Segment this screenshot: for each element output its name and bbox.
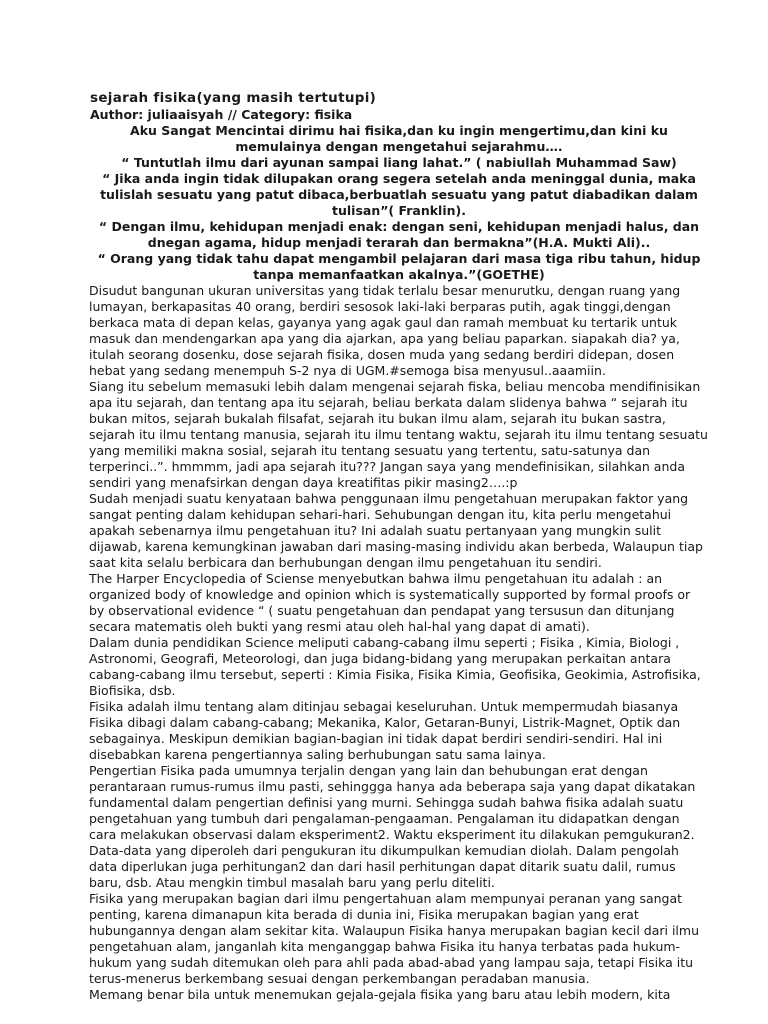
paragraph-knowledge: Sudah menjadi suatu kenyataan bahwa penggunaan ilmu pengetahuan merupakan faktor yang sangat penting dalam kehidupan sehari-hari. Sehubungan dengan itu, kita perlu mengetahui apakah sebenarnya ilmu pengetahuan itu? Ini adalah suatu pertanyaan yang mungkin sulit dijawab, karena kemungkinan jawaban dari masing-masing individu akan berbeda, Walaupun tiap saat kita selalu berbicara dan berhubungan dengan ilmu pengetahuan itu sendiri. xyxy=(89,491,703,570)
paragraph-physics-definition: Fisika adalah ilmu tentang alam ditinjau sebagai keseluruhan. Untuk mempermudah biasanya Fisika dibagi dalam cabang-cabang; Mekanika, Kalor, Getaran-Bunyi, Listrik-Magnet, Optik dan sebagainya. Meskipun demikian bagian-bagian ini tidak dapat berdiri sendiri-sendiri. Hal ini disebabkan karena pengertiannya saling berhubungan satu sama lainya. xyxy=(89,699,681,762)
article-title: sejarah fisika(yang masih tertutupi) xyxy=(90,90,377,106)
quote-franklin: “ Jika anda ingin tidak dilupakan orang segera setelah anda meninggal dunia, maka tulislah sesuatu yang patut dibaca,berbuatlah sesuatu yang patut diabadikan dalam tulisan”( Franklin). xyxy=(100,171,698,218)
author-category-line: Author: juliaaisyah // Category: fisika xyxy=(90,107,353,122)
paragraph-definition-history: Siang itu sebelum memasuki lebih dalam mengenai sejarah fiska, beliau mencoba mendifinisikan apa itu sejarah, dan tentang apa itu sejarah, beliau berkata dalam slidenya bahwa “ sejarah itu bukan mitos, sejarah bukalah filsafat, sejarah itu bukan ilmu alam, sejarah itu bukan sastra, sejarah itu ilmu tentang manusia, sejarah itu ilmu tentang waktu, sejarah itu ilmu tentang sesuatu yang memiliki makna sosial, sejarah itu tentang sesuatu yang tertentu, satu-satunya dan terperinci..”. hmmmm, jadi apa sejarah itu??? Jangan saya yang mendefinisikan, silahkan anda sendiri yang menafsirkan dengan daya kreatifitas pikir masing2….:p xyxy=(89,379,708,490)
quote-goethe: “ Orang yang tidak tahu dapat mengambil pelajaran dari masa tiga ribu tahun, hidup tanpa memanfaatkan akalnya.”(GOETHE) xyxy=(97,251,701,282)
paragraph-lecturer: Disudut bangunan ukuran universitas yang tidak terlalu besar menurutku, dengan ruang yang lumayan, berkapasitas 40 orang, berdiri sesosok laki-laki berparas putih, agak tinggi,dengan berkaca mata di depan kelas, gayanya yang agak gaul dan ramah membuat ku tertarik untuk masuk dan mendengarkan apa yang dia ajarkan, apa yang beliau paparkan. siapakah dia? ya, itulah seorang dosenku, dose sejarah fisika, dosen muda yang sedang berdiri didepan, dosen hebat yang sedang menempuh S-2 nya di UGM.#semoga bisa menyusul..aaamiin. xyxy=(89,283,681,378)
paragraph-harper-encyclopedia: The Harper Encyclopedia of Sciense menyebutkan bahwa ilmu pengetahuan itu adalah : an organized body of knowledge and opinion which is systematically supported by formal proofs or by observational evidence “ ( suatu pengetahuan dan pendapat yang tersusun dan ditunjang secara matematis oleh bukti yang resmi atau oleh hal-hal yang dapat di amati). xyxy=(89,571,691,634)
paragraph-science-branches: Dalam dunia pendidikan Science meliputi cabang-cabang ilmu seperti ; Fisika , Kimia, Biologi , Astronomi, Geografi, Meteorologi, dan juga bidang-bidang yang merupakan perkaitan antara cabang-cabang ilmu tersebut, seperti : Kimia Fisika, Fisika Kimia, Geofisika, Geokimia, Astrofisika, Biofisika, dsb. xyxy=(89,635,701,698)
quote-hadith: “ Tuntutlah ilmu dari ayunan sampai liang lahat.” ( nabiullah Muhammad Saw) xyxy=(121,155,677,170)
paragraph-physics-understanding: Pengertian Fisika pada umumnya terjalin dengan yang lain dan behubungan erat dengan perantaraan rumus-rumus ilmu pasti, sehinggga hanya ada beberapa saja yang dapat dikatakan fundamental dalam pengertian definisi yang murni. Sehingga sudah bahwa fisika adalah suatu pengetahuan yang tumbuh dari pengalaman-pengaaman. Pengalaman itu didapatkan dengan cara melakukan observasi dalam eksperiment2. Waktu eksperiment itu dilakukan pemgukuran2. Data-data yang diperoleh dari pengukuran itu dikumpulkan kemudian diolah. Dalam pengolah data diperlukan juga perhitungan2 dan dari hasil perhitungan dapat ditarik suatu dalil, rumus baru, dsb. Atau mengkin timbul masalah baru yang perlu diteliti. xyxy=(89,763,696,890)
paragraph-modern-physics: Memang benar bila untuk menemukan gejala-gejala fisika yang baru atau lebih modern, kita xyxy=(89,987,671,1002)
quote-intro: Aku Sangat Mencintai dirimu hai fisika,dan ku ingin mengertimu,dan kini ku memulainya dengan mengetahui sejarahmu…. xyxy=(130,123,668,154)
paragraph-physics-role: Fisika yang merupakan bagian dari ilmu pengertahuan alam mempunyai peranan yang sangat penting, karena dimanapun kita berada di dunia ini, Fisika merupakan bagian yang erat hubungannya dengan alam sekitar kita. Walaupun Fisika hanya merupakan bagian kecil dari ilmu pengetahuan alam, janganlah kita menganggap bahwa Fisika itu hanya terbatas pada hukum-hukum yang sudah ditemukan oleh para ahli pada abad-abad yang lampau saja, tetapi Fisika itu terus-menerus berkembang sesuai dengan perkembangan peradaban manusia. xyxy=(89,891,699,986)
quote-mukti-ali: “ Dengan ilmu, kehidupan menjadi enak: dengan seni, kehidupan menjadi halus, dan dnegan agama, hidup menjadi terarah dan bermakna”(H.A. Mukti Ali).. xyxy=(98,219,700,250)
